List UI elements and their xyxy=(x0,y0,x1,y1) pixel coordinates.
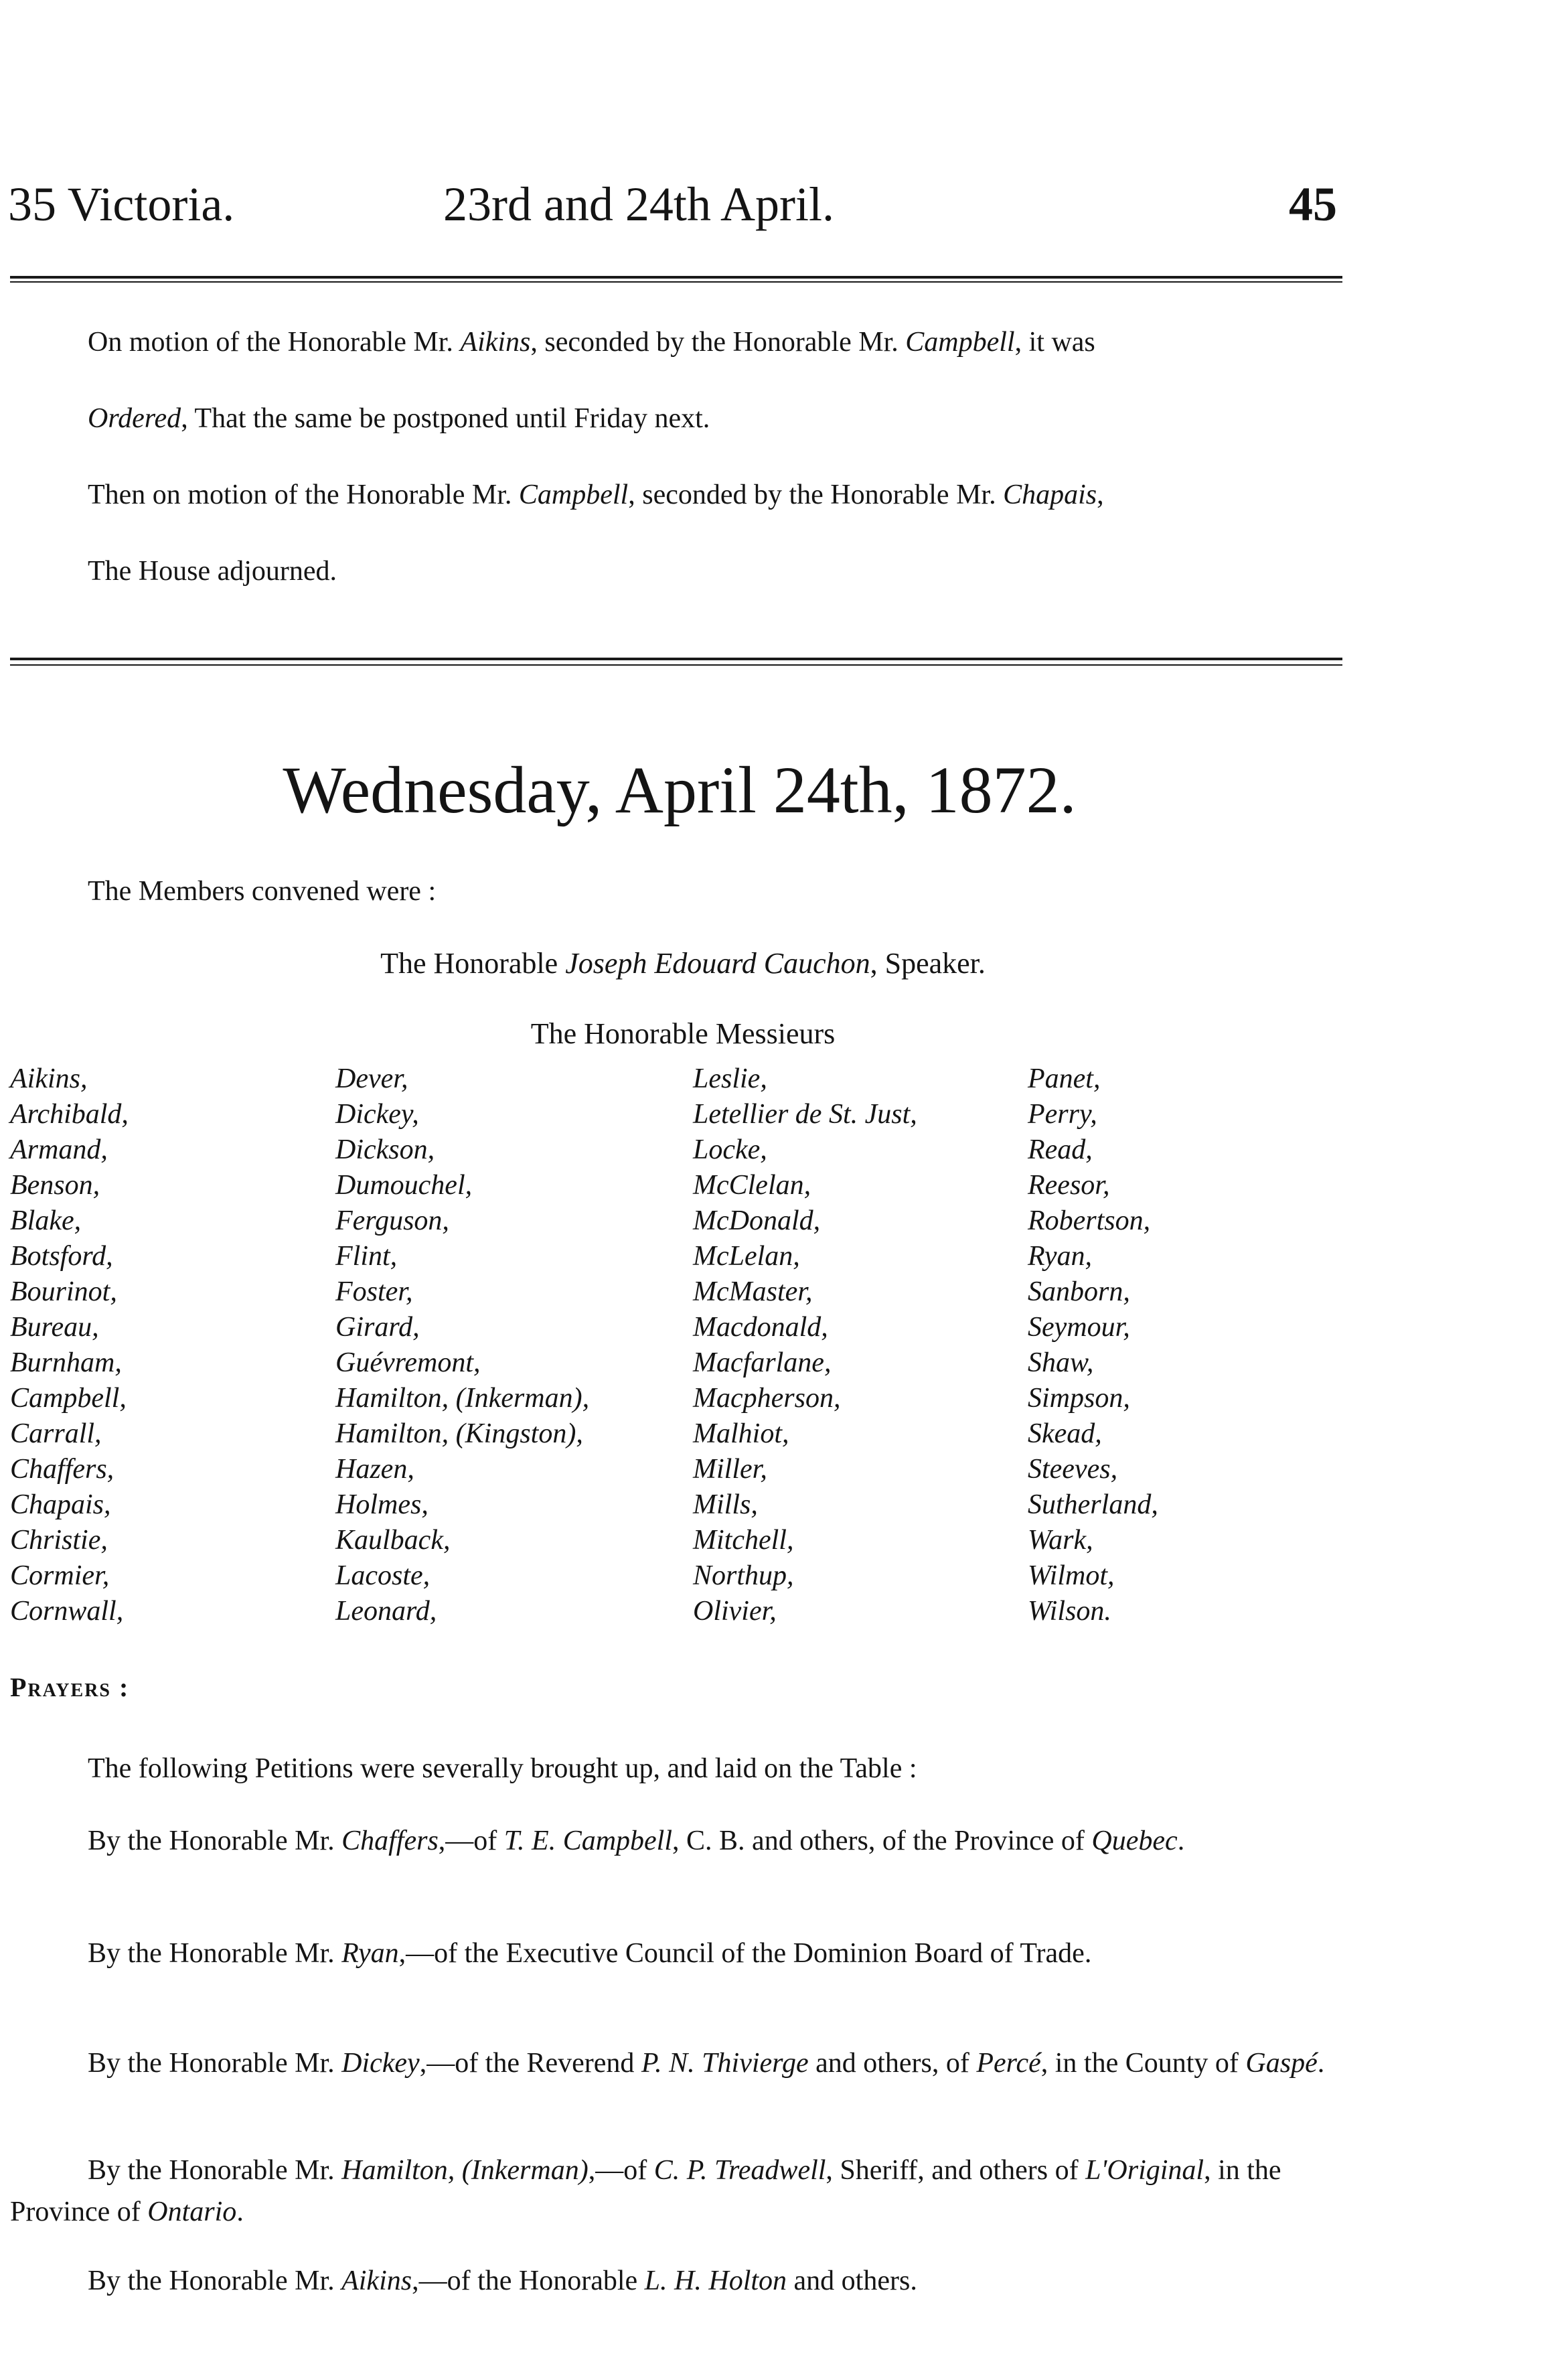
header-rule xyxy=(10,276,1342,279)
header-dates: 23rd and 24th April. xyxy=(443,177,834,231)
member-name: Christie, xyxy=(10,1525,108,1556)
house-adjourned: The House adjourned. xyxy=(88,556,337,587)
member-name: Armand, xyxy=(10,1134,108,1165)
member-name: Wilson. xyxy=(1028,1596,1111,1627)
speaker-name: Joseph Edouard Cauchon xyxy=(565,947,870,980)
member-name: Kaulback, xyxy=(335,1525,451,1556)
member-name: Chapais, xyxy=(10,1489,111,1520)
member-name: Guévremont, xyxy=(335,1347,481,1378)
member-name: Dumouchel, xyxy=(335,1170,473,1201)
member-name: Archibald, xyxy=(10,1099,129,1130)
messieurs-heading: The Honorable Messieurs xyxy=(530,1017,836,1050)
member-name: Perry, xyxy=(1028,1099,1097,1130)
section-rule xyxy=(10,658,1342,660)
member-name: Mills, xyxy=(693,1489,758,1520)
member-name: Panet, xyxy=(1028,1063,1101,1094)
member-name: Chaffers, xyxy=(10,1454,114,1485)
petition-entry: By the Honorable Mr. Dickey,—of the Reverend P. N. Thivierge and others, of Percé, in the County of Gaspé. xyxy=(88,2048,1325,2079)
member-name: Dever, xyxy=(335,1063,408,1094)
ordered-label: Ordered xyxy=(88,403,181,434)
motion-postpone: On motion of the Honorable Mr. Aikins, seconded by the Honorable Mr. Campbell, it was xyxy=(88,327,1095,358)
seconder-name: Chapais xyxy=(1003,479,1097,510)
member-name: Carrall, xyxy=(10,1418,102,1449)
member-name: Malhiot, xyxy=(693,1418,789,1449)
member-name: Robertson, xyxy=(1028,1205,1151,1236)
member-name: Botsford, xyxy=(10,1241,113,1272)
member-name: Bureau, xyxy=(10,1312,99,1343)
member-name: Wilmot, xyxy=(1028,1560,1115,1591)
members-column-3 xyxy=(693,1061,917,1629)
member-name: Burnham, xyxy=(10,1347,122,1378)
petition-entry: By the Honorable Mr. Aikins,—of the Honorable L. H. Holton and others. xyxy=(88,2265,917,2296)
header-rule-thin xyxy=(10,281,1342,283)
member-name: Ryan, xyxy=(1028,1241,1093,1272)
member-name: Northup, xyxy=(693,1560,794,1591)
regnal-year: 35 Victoria. xyxy=(8,177,235,231)
member-name: Campbell, xyxy=(10,1383,127,1414)
member-name: Dickson, xyxy=(335,1134,435,1165)
motion-adjourn: Then on motion of the Honorable Mr. Campbell, seconded by the Honorable Mr. Chapais, xyxy=(88,479,1104,510)
prayers-heading: Prayers : xyxy=(10,1672,130,1702)
member-name: McDonald, xyxy=(693,1205,821,1236)
member-name: Sutherland, xyxy=(1028,1489,1158,1520)
member-name: Hazen, xyxy=(335,1454,414,1485)
member-name: Hamilton, (Kingston), xyxy=(335,1418,583,1449)
member-name: Cormier, xyxy=(10,1560,110,1591)
petition-entry: By the Honorable Mr. Hamilton, (Inkerman),—of C. P. Treadwell, Sheriff, and others of L'Original, in the Province of Ontario. xyxy=(10,2155,1281,2227)
members-column-2 xyxy=(335,1061,589,1629)
petitions-intro: The following Petitions were severally brought up, and laid on the Table : xyxy=(88,1753,917,1784)
member-name: McLelan, xyxy=(693,1241,800,1272)
day-heading: Wednesday, April 24th, 1872. xyxy=(283,753,1077,827)
member-name: Leonard, xyxy=(335,1596,437,1627)
member-name: Hamilton, (Inkerman), xyxy=(335,1383,590,1414)
member-name: Seymour, xyxy=(1028,1312,1130,1343)
member-name: Read, xyxy=(1028,1134,1093,1165)
members-intro: The Members convened were : xyxy=(88,876,437,907)
mover-name: Campbell xyxy=(518,479,629,510)
member-name: Macpherson, xyxy=(693,1383,841,1414)
member-name: Lacoste, xyxy=(335,1560,431,1591)
member-name: Bourinot, xyxy=(10,1276,117,1307)
speaker-line: The Honorable Joseph Edouard Cauchon, Speaker. xyxy=(380,947,986,980)
members-column-1 xyxy=(10,1061,129,1629)
member-name: McMaster, xyxy=(693,1276,813,1307)
running-header xyxy=(0,167,1562,241)
member-name: Olivier, xyxy=(693,1596,777,1627)
member-name: McClelan, xyxy=(693,1170,811,1201)
member-name: Skead, xyxy=(1028,1418,1102,1449)
member-name: Blake, xyxy=(10,1205,82,1236)
seconder-name: Campbell xyxy=(905,327,1015,358)
member-name: Locke, xyxy=(693,1134,767,1165)
mover-name: Aikins xyxy=(460,327,531,358)
member-name: Girard, xyxy=(335,1312,420,1343)
member-name: Aikins, xyxy=(10,1063,88,1094)
member-name: Macdonald, xyxy=(693,1312,828,1343)
page-number: 45 xyxy=(1289,177,1337,231)
member-name: Letellier de St. Just, xyxy=(693,1099,917,1130)
member-name: Leslie, xyxy=(693,1063,767,1094)
member-name: Sanborn, xyxy=(1028,1276,1130,1307)
member-name: Reesor, xyxy=(1028,1170,1110,1201)
petition-entry: By the Honorable Mr. Chaffers,—of T. E. Campbell, C. B. and others, of the Province of Quebec. xyxy=(88,1826,1185,1856)
member-name: Mitchell, xyxy=(693,1525,794,1556)
petition-entry: By the Honorable Mr. Ryan,—of the Executive Council of the Dominion Board of Trade. xyxy=(88,1938,1092,1969)
member-name: Flint, xyxy=(335,1241,398,1272)
member-name: Foster, xyxy=(335,1276,413,1307)
member-name: Simpson, xyxy=(1028,1383,1130,1414)
member-name: Cornwall, xyxy=(10,1596,124,1627)
section-rule-thin xyxy=(10,664,1342,666)
order-postponed: Ordered, That the same be postponed until Friday next. xyxy=(88,403,710,434)
member-name: Wark, xyxy=(1028,1525,1093,1556)
member-name: Ferguson, xyxy=(335,1205,449,1236)
member-name: Shaw, xyxy=(1028,1347,1094,1378)
member-name: Macfarlane, xyxy=(693,1347,832,1378)
member-name: Benson, xyxy=(10,1170,100,1201)
member-name: Dickey, xyxy=(335,1099,419,1130)
member-name: Holmes, xyxy=(335,1489,428,1520)
member-name: Steeves, xyxy=(1028,1454,1118,1485)
members-column-4 xyxy=(1028,1061,1158,1629)
member-name: Miller, xyxy=(693,1454,767,1485)
members-list xyxy=(10,1061,1349,1664)
